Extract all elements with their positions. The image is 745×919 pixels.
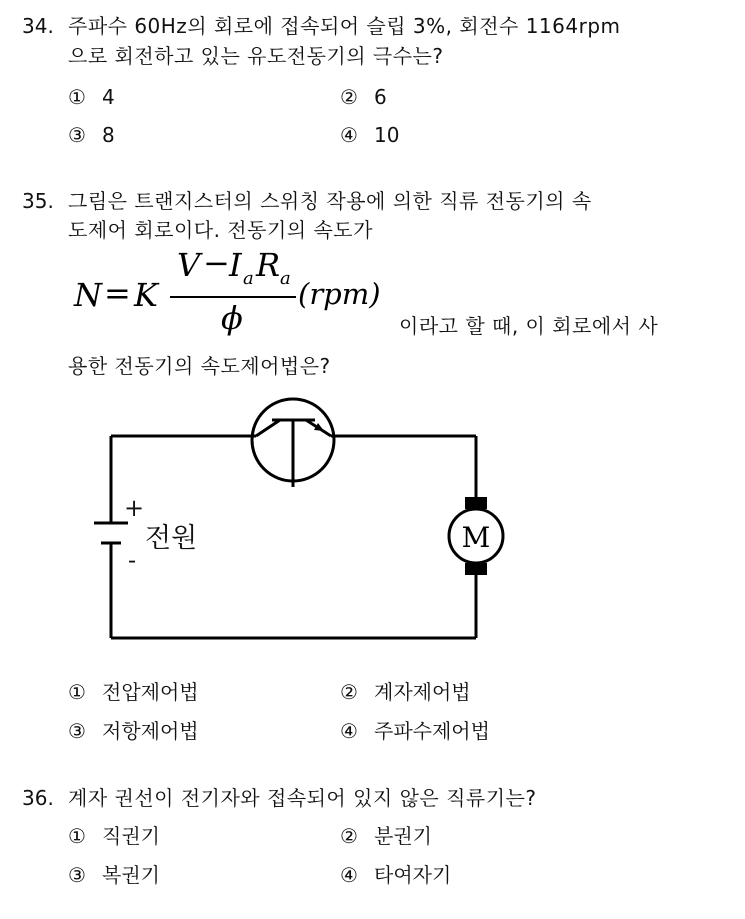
option-text: 4	[102, 85, 115, 109]
option-text: 전압제어법	[102, 680, 199, 704]
formula-phi: ϕ	[221, 299, 243, 337]
option-text: 계자제어법	[374, 680, 471, 704]
option-marker: ③	[68, 123, 86, 147]
option-marker: ④	[340, 719, 358, 743]
option-marker: ③	[68, 863, 86, 887]
option-text: 저항제어법	[102, 719, 199, 743]
option-marker: ④	[340, 123, 358, 147]
option-text: 직권기	[102, 824, 160, 848]
formula-equals: =	[104, 274, 131, 312]
power-source-label: 전원	[145, 523, 198, 554]
formula-minus: −	[203, 244, 230, 282]
formula-unit: (rpm)	[298, 277, 381, 311]
formula-i: I	[229, 246, 242, 284]
question-35-text-line-2: 도제어 회로이다. 전동기의 속도가	[68, 218, 373, 242]
option-text: 복권기	[102, 863, 160, 887]
question-35-text-line-1: 그림은 트랜지스터의 스위칭 작용에 의한 직류 전동기의 속	[68, 189, 592, 213]
option-marker: ①	[68, 85, 86, 109]
option-marker: ②	[340, 85, 358, 109]
question-35-option-2[interactable]	[340, 679, 471, 705]
question-34-text-line-1: 주파수 60Hz의 회로에 접속되어 슬립 3%, 회전수 1164rpm	[68, 14, 621, 38]
battery-symbol	[94, 523, 128, 553]
option-text: 10	[374, 123, 400, 147]
formula-n: N	[74, 276, 102, 314]
option-marker: ①	[68, 824, 86, 848]
question-35-text-line-3: 이라고 할 때, 이 회로에서 사	[399, 314, 659, 338]
question-35-option-3[interactable]	[68, 718, 199, 744]
option-marker: ②	[340, 824, 358, 848]
option-marker: ①	[68, 680, 86, 704]
question-35-option-4[interactable]	[340, 718, 490, 744]
transistor-symbol	[252, 399, 334, 487]
question-36-number: 36.	[22, 786, 54, 810]
formula-r-subscript: a	[280, 268, 291, 289]
formula-i-subscript: a	[243, 268, 254, 289]
option-text: 6	[374, 85, 387, 109]
option-text: 8	[102, 123, 115, 147]
motor-label: M	[461, 521, 491, 554]
formula-v: V	[177, 246, 201, 284]
question-36-text-line-1: 계자 권선이 전기자와 접속되어 있지 않은 직류기는?	[68, 786, 537, 810]
formula-k: K	[134, 276, 158, 314]
question-36-option-3[interactable]	[68, 862, 160, 888]
question-35-number: 35.	[22, 189, 54, 213]
option-text: 분권기	[374, 824, 432, 848]
question-34-number: 34.	[22, 14, 54, 38]
question-36-option-2[interactable]	[340, 823, 432, 849]
option-marker: ③	[68, 719, 86, 743]
battery-minus-sign: -	[128, 546, 137, 574]
option-marker: ④	[340, 863, 358, 887]
question-36-option-1[interactable]	[68, 823, 160, 849]
question-35-text-line-4: 용한 전동기의 속도제어법은?	[68, 354, 331, 378]
option-text: 주파수제어법	[374, 719, 490, 743]
question-36-option-4[interactable]	[340, 862, 451, 888]
question-35-option-1[interactable]	[68, 679, 199, 705]
formula-r: R	[256, 246, 281, 284]
battery-plus-sign: +	[124, 494, 145, 522]
question-34-text-line-2: 으로 회전하고 있는 유도전동기의 극수는?	[68, 44, 444, 68]
option-marker: ②	[340, 680, 358, 704]
option-text: 타여자기	[374, 863, 452, 887]
